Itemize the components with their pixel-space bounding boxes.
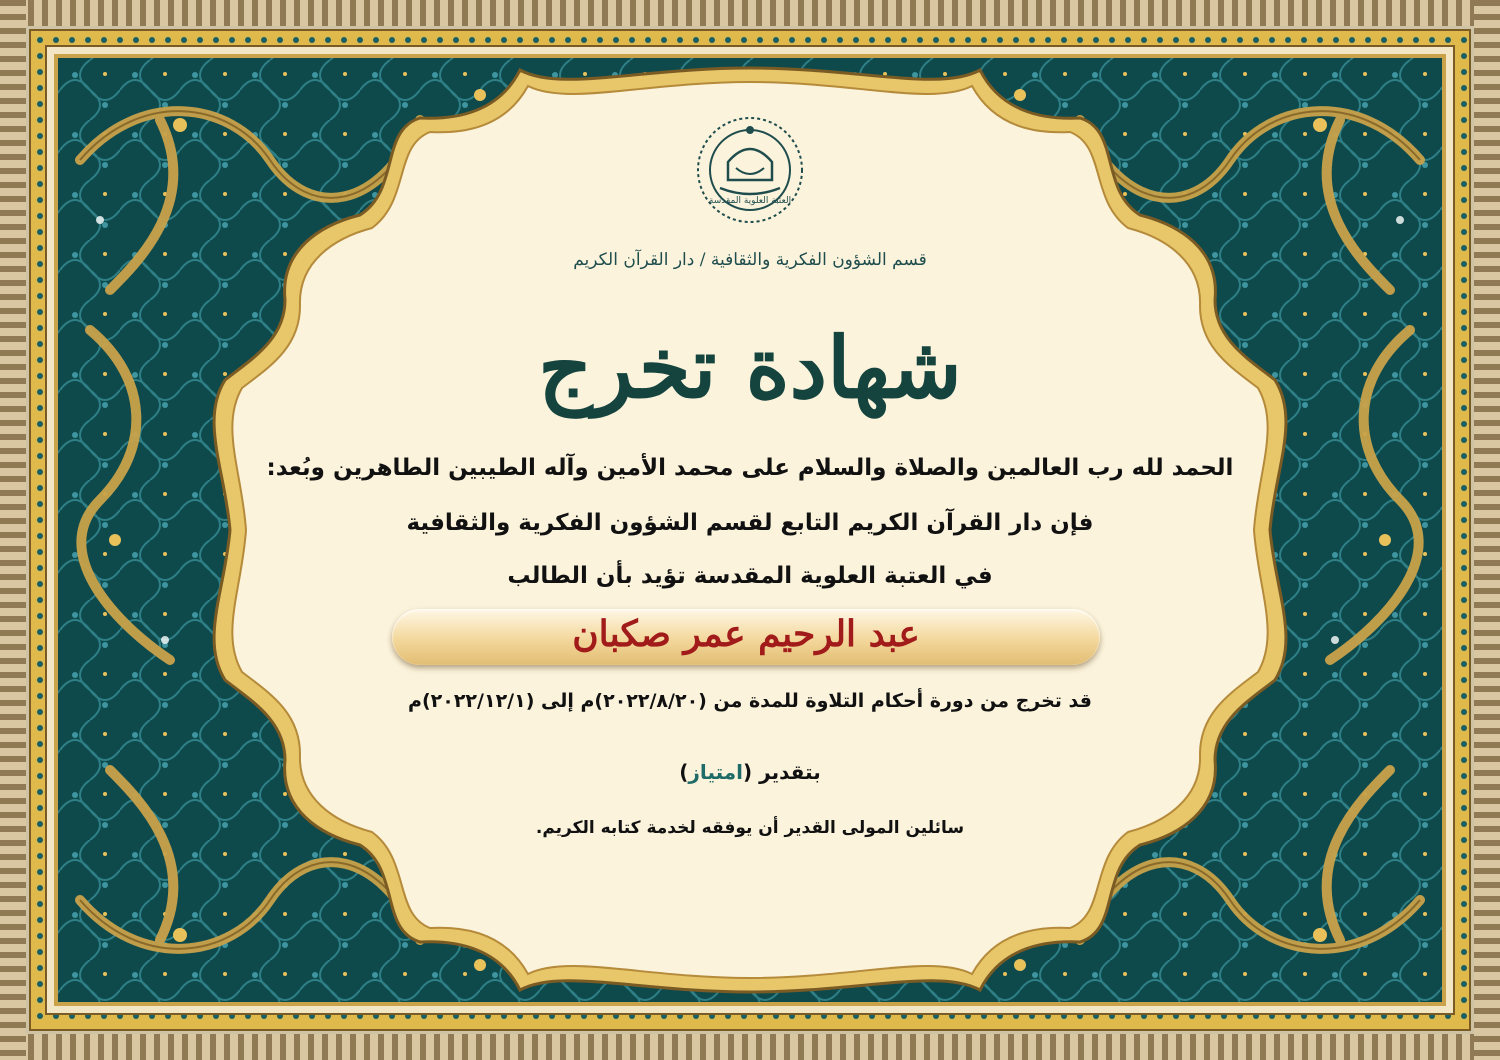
certificate-title: شهادة تخرج (538, 318, 962, 417)
student-name: عبد الرحيم عمر صكبان (572, 613, 920, 655)
closing-line: سائلين المولى القدير أن يوفقه لخدمة كتابه الكريم. (535, 818, 965, 838)
opening-line: الحمد لله رب العالمين والصلاة والسلام على محمد الأمين وآله الطيبين الطاهرين وبُعد: (266, 455, 1234, 481)
issuer-line: فإن دار القرآن الكريم التابع لقسم الشؤون الفكرية والثقافية (406, 510, 1094, 536)
grade-open-paren: ( (743, 760, 760, 784)
grade-prefix: بتقدير (759, 760, 821, 784)
course-period: قد تخرج من دورة أحكام التلاوة للمدة من (٢٠٢٢/٨/٢٠)م إلى (٢٠٢٢/١٢/١)م (408, 690, 1092, 712)
grade-value: امتياز (688, 760, 744, 784)
grade-line (250, 760, 1250, 784)
attestation-line: في العتبة العلوية المقدسة تؤيد بأن الطالب (507, 563, 993, 589)
logo-caption: العتبة العلوية المقدسة (708, 196, 792, 206)
grade-close-paren: ) (679, 760, 689, 784)
department-line: قسم الشؤون الفكرية والثقافية / دار القرآن الكريم (573, 250, 927, 270)
